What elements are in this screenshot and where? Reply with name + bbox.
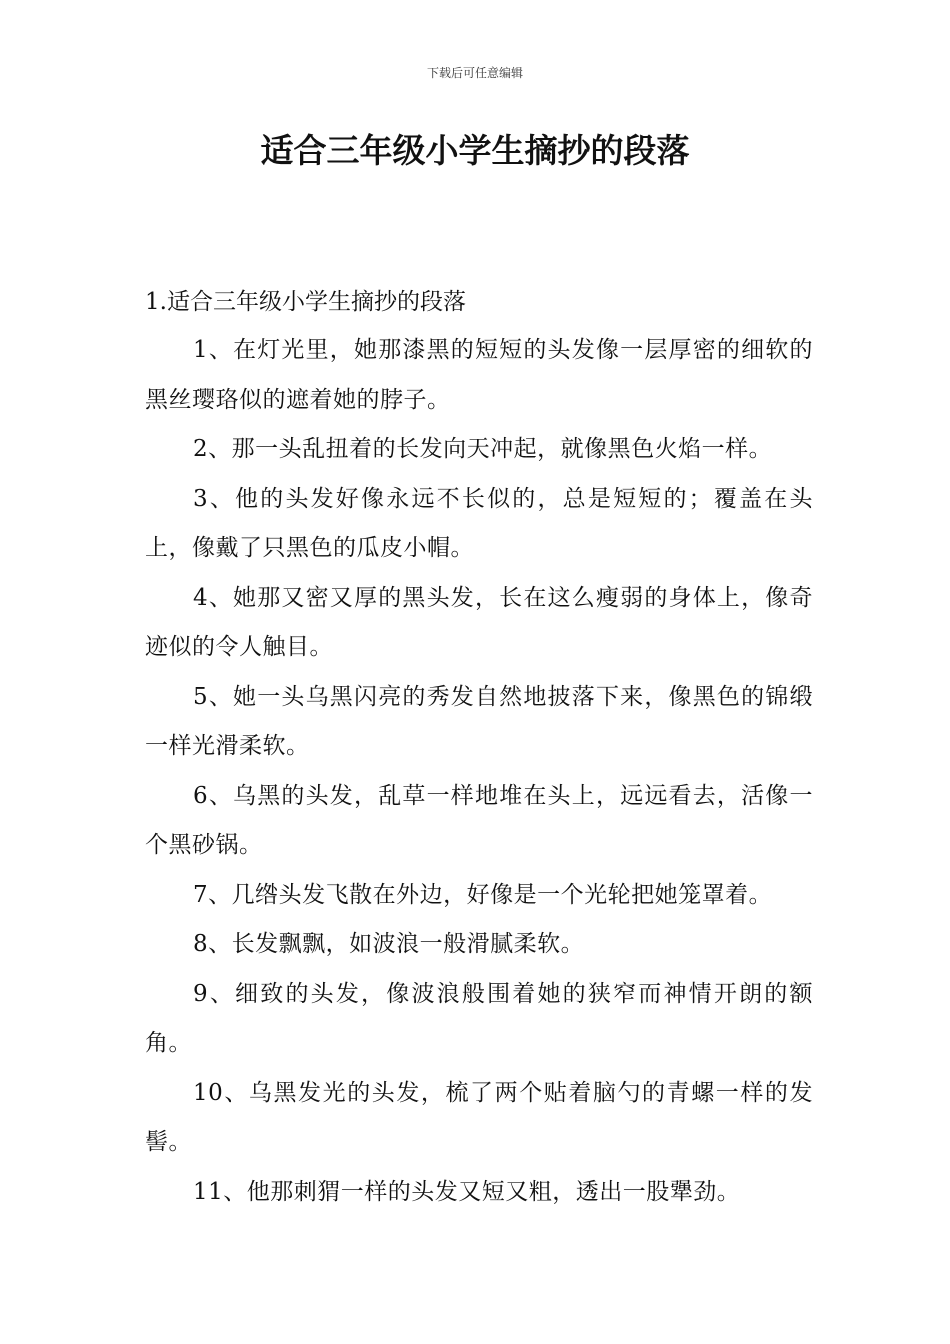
paragraph-8: 8、长发飘飘，如波浪一般滑腻柔软。 <box>193 931 585 957</box>
paragraph-5: 5、她一头乌黑闪亮的秀发自然地披落下来，像黑色的锦缎一样光滑柔软。 <box>145 683 813 759</box>
paragraph-3: 3、他的头发好像永远不长似的，总是短短的；覆盖在头上，像戴了只黑色的瓜皮小帽。 <box>145 485 813 561</box>
paragraph-2: 2、那一头乱扭着的长发向天冲起，就像黑色火焰一样。 <box>193 436 773 462</box>
section-title: 1.适合三年级小学生摘抄的段落 <box>145 289 466 315</box>
document-body <box>145 278 813 1217</box>
header-note: 下载后可任意编辑 <box>426 66 523 80</box>
document-title: 适合三年级小学生摘抄的段落 <box>260 131 690 170</box>
paragraph-11: 11、他那刺猬一样的头发又短又粗，透出一股犟劲。 <box>193 1178 741 1205</box>
paragraph-4: 4、她那又密又厚的黑头发，长在这么瘦弱的身体上，像奇迹似的令人触目。 <box>145 584 813 660</box>
paragraph-1: 1、在灯光里，她那漆黑的短短的头发像一层厚密的细软的黑丝璎珞似的遮着她的脖子。 <box>145 337 813 413</box>
paragraph-7: 7、几绺头发飞散在外边，好像是一个光轮把她笼罩着。 <box>193 881 773 908</box>
paragraph-6: 6、乌黑的头发，乱草一样地堆在头上，远远看去，活像一个黑砂锅。 <box>145 782 813 858</box>
paragraph-9: 9、细致的头发，像波浪般围着她的狭窄而神情开朗的额角。 <box>145 980 813 1056</box>
paragraph-10: 10、乌黑发光的头发，梳了两个贴着脑勺的青螺一样的发髻。 <box>145 1079 813 1155</box>
